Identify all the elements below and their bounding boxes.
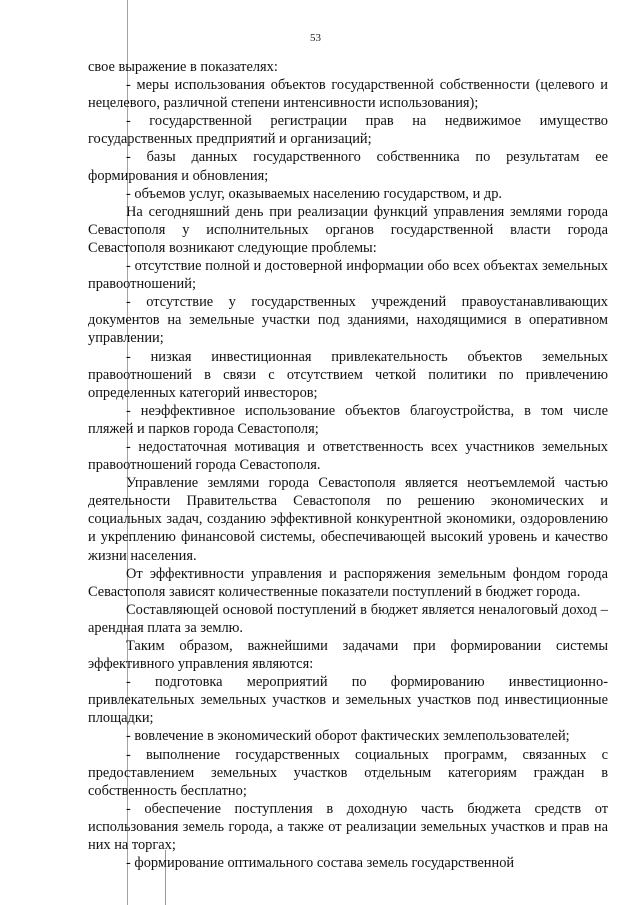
list-item: - формирование оптимального состава земель государственной [126,855,515,872]
paragraph: Таким образом, важнейшими задачами при формировании системы эффективного управления являются: [88,638,608,673]
list-item: - низкая инвестиционная привлекательность объектов земельных правоотношений в связи с отсутствием четкой политики по привлечению определенных категорий инвесторов; [88,348,608,401]
paragraph: Управление землями города Севастополя является неотъемлемой частью деятельности Правительства Севастополя по решению экономических и социальных задач, созданию эффективной конкурентной экономики, оздоровлению и укреплению финансовой системы, обеспечивающей высокий уровень и качество жизни населения. [88,475,608,564]
page-number: 53 [310,32,321,44]
list-item: - неэффективное использование объектов благоустройства, в том числе пляжей и парков города Севастополя; [88,402,608,437]
list-item: - вовлечение в экономический оборот фактических землепользователей; [126,728,570,745]
list-item: - отсутствие полной и достоверной информации обо всех объектах земельных правоотношений; [88,258,608,293]
paragraph: Составляющей основой поступлений в бюджет является неналоговый доход – арендная плата за землю. [88,601,608,636]
paragraph: свое выражение в показателях: [88,59,278,75]
list-item: - базы данных государственного собственника по результатам ее формирования и обновления; [88,149,608,184]
list-item: - меры использования объектов государственной собственности (целевого и нецелевого, различной степени интенсивности использования); [88,77,608,112]
list-item: - выполнение государственных социальных программ, связанных с предоставлением земельных участков отдельным категориям граждан в собственность бесплатно; [88,746,608,799]
list-item: - обеспечение поступления в доходную часть бюджета средств от использования земель города, а также от реализации земельных участков и прав на них на торгах; [88,800,608,854]
paragraph: От эффективности управления и распоряжения земельным фондом города Севастополя зависят количественные показатели поступлений в бюджет города. [88,565,608,600]
document-body [88,58,608,872]
list-item: - недостаточная мотивация и ответственность всех участников земельных правоотношений города Севастополя. [88,438,608,474]
list-item: - объемов услуг, оказываемых населению государством, и др. [126,185,503,202]
paragraph: На сегодняшний день при реализации функций управления землями города Севастополя у исполнительных органов государственной власти города Севастополя возникают следующие проблемы: [88,203,608,256]
list-item: - государственной регистрации прав на недвижимое имущество государственных предприятий и организаций; [88,113,608,148]
list-item: - отсутствие у государственных учреждений правоустанавливающих документов на земельные участки под зданиями, находящимися в оперативном управлении; [88,294,608,347]
list-item: - подготовка мероприятий по формированию инвестиционно-привлекательных земельных участков и земельных участков под инвестиционные площадки; [88,674,608,727]
